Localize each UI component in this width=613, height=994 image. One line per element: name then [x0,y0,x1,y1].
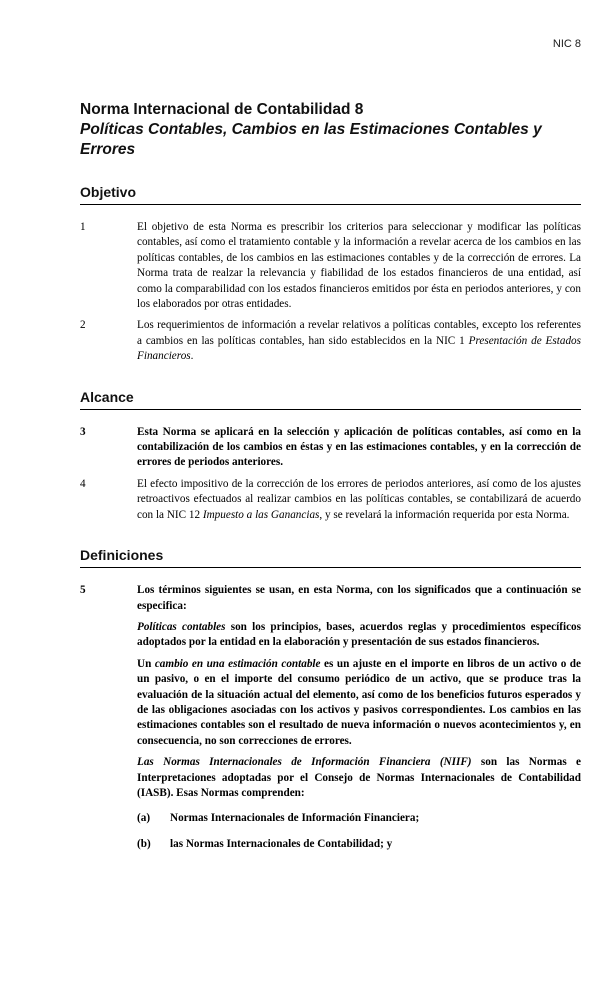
paragraph-text: Los términos siguientes se usan, en esta Norma, con los significados que a continuación se especifica: [137,584,581,612]
paragraph-number: 1 [80,221,86,233]
definition-text [137,657,581,749]
list-item-text: las Normas Internacionales de Contabilidad; y [170,837,393,850]
paragraph-text [137,477,581,523]
list-item-label: (b) [137,837,151,850]
defined-term: Las Normas Internacionales de Información Financiera (NIIF) [137,756,472,769]
paragraph-text-segment: , y se revelará la información requerida por esta Norma. [319,508,570,521]
document-title-block [80,0,581,160]
paragraph-number: 2 [80,319,86,332]
definition-list [137,811,581,852]
document-content [80,0,581,858]
paragraph-number: 5 [80,584,86,597]
paragraph-text-segment: El efecto impositivo de la corrección de los errores de periodos anteriores, así como de los ajustes retroactivos efectuados al realizar cambios en las políticas contables, se contabilizará de acuerdo con la NIC 12 [137,477,581,521]
referenced-standard-title: Presentación de Estados Financieros [137,334,581,363]
paragraph-5 [80,583,581,614]
definition-niif [80,755,581,852]
list-item-label: (a) [137,812,151,825]
doc-code: NIC 8 [552,38,581,50]
definition-text [137,620,581,651]
paragraph-number-empty [80,755,137,852]
document-title: Norma Internacional de Contabilidad 8 [80,101,364,118]
paragraph-text-segment: Los requerimientos de información a revelar relativos a políticas contables, excepto los referentes a cambios en las políticas contables, han sido establecidos en la NIC 1 [137,319,581,347]
paragraph-number-empty [80,657,137,749]
list-item [137,837,581,852]
paragraph-text [137,318,581,364]
paragraph-number-empty [80,620,137,651]
referenced-standard-title: Impuesto a las Ganancias [202,508,320,521]
definition-text-segment: son los principios, bases, acuerdos reglas y procedimientos específicos adoptados por la entidad en la elaboración y presentación de sus estados financieros. [137,620,581,649]
definition-politicas-contables [80,620,581,651]
paragraph-2 [80,318,581,364]
list-item-text: Normas Internacionales de Información Financiera; [170,812,420,825]
section-heading-definiciones: Definiciones [80,547,581,568]
definition-text-segment: es un ajuste en el importe en libros de un activo o de un pasivo, o en el importe del consumo periódico de un activo, que se produce tras la evaluación de la situación actual del elemento, así como de los beneficios futuros esperados y de las obligaciones asociadas con los activos y pasivos correspondientes. Los cambios en las estimaciones contables son el resultado de nueva información o nuevos acontecimientos y, en consecuencia, no son correcciones de errores. [137,657,581,747]
paragraph-1 [80,220,581,312]
defined-term: cambio en una estimación contable [154,657,321,670]
paragraph-4 [80,477,581,523]
paragraph-text: El objetivo de esta Norma es prescribir los criterios para seleccionar y modificar las políticas contables, así como el tratamiento contable y la información a revelar acerca de los cambios en las políticas contables, de los cambios en las estimaciones contables y de la corrección de errores. La Norma trata de realzar la relevancia y fiabilidad de los estados financieros de una entidad, así como la comparabilidad con los estados financieros emitidos por ésta en periodos anteriores, y con los elaborados por otras entidades. [137,221,581,311]
definition-text-segment: son las Normas e Interpretaciones adoptadas por el Consejo de Normas Internacionales de Contabilidad (IASB). Esas Normas comprenden: [137,756,581,799]
paragraph-text: Esta Norma se aplicará en la selección y aplicación de políticas contables, así como en la contabilización de los cambios en éstas y en las estimaciones contables, y en la corrección de errores de periodos anteriores. [137,425,581,469]
list-item [137,811,581,826]
section-heading-objetivo: Objetivo [80,184,581,205]
definition-cambio-estimacion [80,657,581,749]
paragraph-number: 4 [80,477,86,490]
definition-text-segment: Un [137,657,155,670]
definition-text [137,755,581,852]
paragraph-number: 3 [80,425,86,438]
section-heading-alcance: Alcance [80,389,581,410]
paragraph-text-segment: . [190,350,194,363]
document-subtitle: Políticas Contables, Cambios en las Estimaciones Contables y Errores [80,121,542,158]
defined-term: Políticas contables [137,620,226,633]
paragraph-3 [80,425,581,471]
